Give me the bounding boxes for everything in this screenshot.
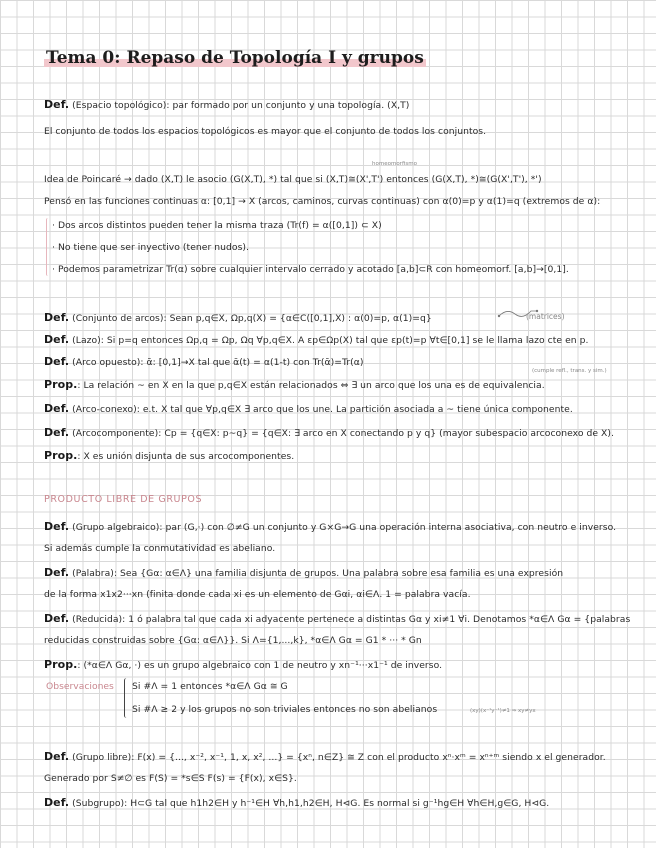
list-item: · No tiene que ser inyectivo (tener nudos). (52, 242, 250, 253)
line-def-lazo: Def. (Lazo): Si p=q entonces Ωp,q = Ωp, Ωq ∀p,q∈X. A εp∈Ωp(X) tal que εp(t)=p ∀t∈[0,1] se le llama lazo cte en p. (44, 333, 589, 346)
page-title: Tema 0: Repaso de Topología I y grupos (46, 48, 424, 68)
line-def-arco-opuesto: Def. (Arco opuesto): ᾱ: [0,1]→X tal que ᾱ(t) = α(1-t) con Tr(ᾱ)=Tr(α) (44, 355, 364, 368)
line-def-subgrupo: Def. (Subgrupo): H⊂G tal que h1h2∈H y h⁻¹∈H ∀h,h1,h2∈H, H⊲G. Es normal si g⁻¹hg∈H ∀h∈H,g∈G, H⊲G. (44, 796, 550, 809)
line-def-conjunto-arcos: Def. (Conjunto de arcos): Sean p,q∈X, Ωp,q(X) = {α∈C([0,1],X) : α(0)=p, α(1)=q} (44, 311, 432, 324)
line-def-espacio: Def. (Espacio topológico): par formado por un conjunto y una topología. (X,T) (44, 98, 410, 111)
list-item: · Dos arcos distintos pueden tener la misma traza (Tr(f) = α([0,1]) ⊂ X) (52, 220, 382, 231)
line-conjunto: El conjunto de todos los espacios topológicos es mayor que el conjunto de todos los conjuntos. (44, 126, 487, 137)
line-prop-relacion: Prop.: La relación ~ en X en la que p,q∈X están relacionados ⇔ ∃ un arco que los una es de equivalencia. (44, 378, 545, 391)
observaciones-brace (124, 678, 129, 718)
line-generado: Generado por S≠∅ es F(S) = *s∈S F(s) = {F(x), x∈S}. (44, 773, 297, 784)
line-def-arco-conexo: Def. (Arco-conexo): e.t. X tal que ∀p,q∈X ∃ arco que los une. La partición asociada a ~ tiene única componente. (44, 402, 573, 415)
list-brace (46, 218, 50, 276)
line-def-reducida: Def. (Reducida): 1 ó palabra tal que cada xi adyacente pertenece a distintas Gα y xi≠1 ∀i. Denotamos *α∈Λ Gα = {palabras (44, 612, 631, 625)
annotation-noabeliano: (xy)(x⁻¹y⁻¹)≠1 ⇒ xy≠yx (470, 708, 536, 714)
list-item: · Podemos parametrizar Tr(α) sobre cualquier intervalo cerrado y acotado [a,b]⊂R con homeomorf. [a,b]→[0,1]. (52, 264, 569, 275)
obs-item: Si #Λ = 1 entonces *α∈Λ Gα ≅ G (132, 681, 288, 692)
line-def-arcocomponente: Def. (Arcocomponente): Cp = {q∈X: p~q} = {q∈X: ∃ arco en X conectando p y q} (mayor subespacio arcoconexo de X). (44, 426, 614, 439)
annotation-equivalencia: (cumple refl., trans. y sim.) (532, 368, 607, 374)
line-funciones: Pensó en las funciones continuas α: [0,1] → X (arcos, caminos, curvas continuas) con α(0)=p y α(1)=q (extremos de α): (44, 196, 601, 207)
line-reducidas: reducidas construidas sobre {Gα: α∈Λ}}. Si Λ={1,...,k}, *α∈Λ Gα = G1 * ··· * Gn (44, 635, 422, 646)
line-prop-grupo: Prop.: (*α∈Λ Gα, ·) es un grupo algebraico con 1 de neutro y xn⁻¹···x1⁻¹ de inverso. (44, 658, 443, 671)
section-header: PRODUCTO LIBRE DE GRUPOS (44, 494, 203, 505)
line-def-grupo: Def. (Grupo algebraico): par (G,·) con ∅≠G un conjunto y G×G→G una operación interna asociativa, con neutro e inverso. (44, 520, 617, 533)
line-forma: de la forma x1x2···xn (finita donde cada xi es un elemento de Gαi, αi∈Λ. 1 = palabra vacía. (44, 589, 471, 600)
line-poincare: Idea de Poincaré → dado (X,T) le asocio (G(X,T), *) tal que si (X,T)≅(X',T') entonces (G(X,T), *)≅(G(X',T'), *') (44, 174, 542, 185)
line-def-grupo-libre: Def. (Grupo libre): F(x) = {..., x⁻², x⁻¹, 1, x, x², ...} = {xⁿ, n∈Z} ≅ Z con el producto xⁿ·xᵐ = xⁿ⁺ᵐ siendo x el generador. (44, 750, 606, 763)
line-abeliano: Si además cumple la conmutatividad es abeliano. (44, 543, 276, 554)
obs-item: Si #Λ ≥ 2 y los grupos no son triviales entonces no son abelianos (132, 704, 438, 715)
line-prop-union: Prop.: X es unión disjunta de sus arcocomponentes. (44, 449, 295, 462)
annotation-matrices: (matrices) (526, 312, 565, 321)
observaciones-label: Observaciones (46, 681, 114, 692)
line-def-palabra: Def. (Palabra): Sea {Gα: α∈Λ} una familia disjunta de grupos. Una palabra sobre esa familia es una expresión (44, 566, 564, 579)
annotation-homeomorfismo: homeomorfismo (372, 161, 417, 167)
